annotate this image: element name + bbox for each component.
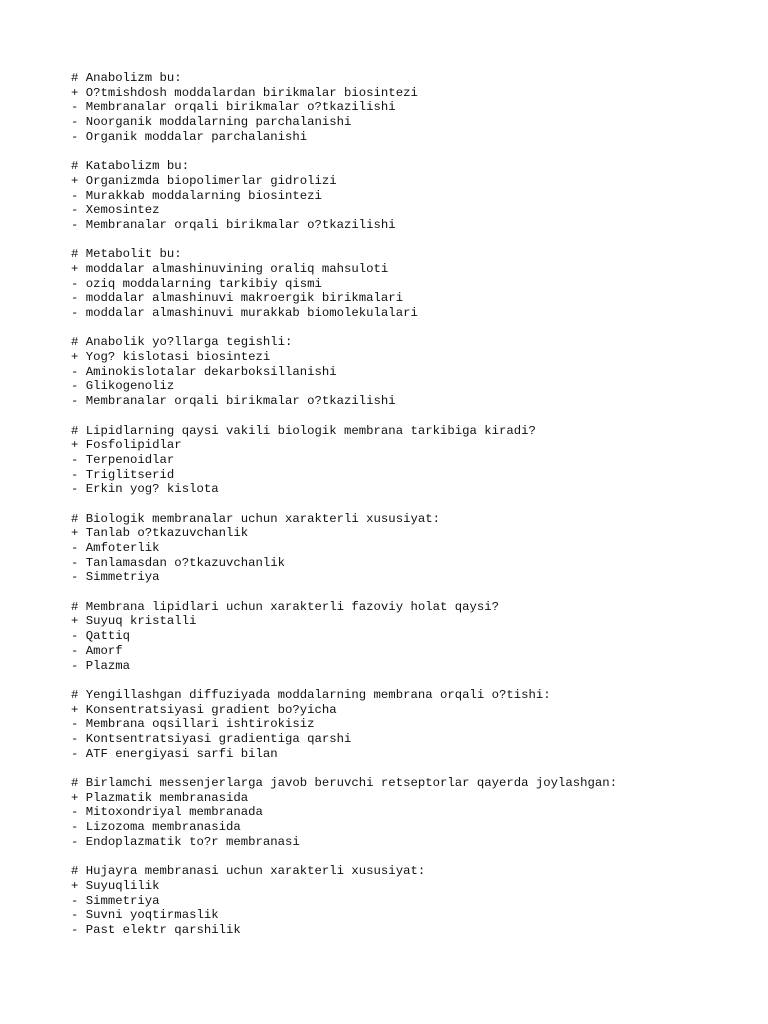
question-block-10 <box>71 864 751 937</box>
answer-option: - Organik moddalar parchalanishi <box>71 129 308 144</box>
answer-option: - Noorganik moddalarning parchalanishi <box>71 115 352 130</box>
answer-option-correct: + Fosfolipidlar <box>71 438 182 453</box>
answer-option-correct: + O?tmishdosh moddalardan birikmalar biosintezi <box>71 85 418 100</box>
answer-option: - Lizozoma membranasida <box>71 820 241 835</box>
answer-option: - Kontsentratsiyasi gradientiga qarshi <box>71 731 352 746</box>
answer-option: - Aminokislotalar dekarboksillanishi <box>71 364 337 379</box>
question-text: # Membrana lipidlari uchun xarakterli fazoviy holat qaysi? <box>71 599 500 614</box>
question-text: # Yengillashgan diffuziyada moddalarning membrana orqali o?tishi: <box>71 687 551 702</box>
document-page <box>71 71 751 952</box>
answer-option-correct: + Tanlab o?tkazuvchanlik <box>71 526 249 541</box>
answer-option: - ATF energiyasi sarfi bilan <box>71 746 278 761</box>
answer-option-correct: + moddalar almashinuvining oraliq mahsuloti <box>71 261 389 276</box>
answer-option-correct: + Suyuq kristalli <box>71 614 197 629</box>
answer-option: - Tanlamasdan o?tkazuvchanlik <box>71 555 286 570</box>
question-text: # Hujayra membranasi uchun xarakterli xususiyat: <box>71 864 426 879</box>
answer-option: - Murakkab moddalarning biosintezi <box>71 188 322 203</box>
answer-option: - Membranalar orqali birikmalar o?tkazilishi <box>71 217 396 232</box>
answer-option: - Past elektr qarshilik <box>71 922 241 937</box>
answer-option: - Endoplazmatik to?r membranasi <box>71 834 300 849</box>
answer-option: - Triglitserid <box>71 467 175 482</box>
question-text: # Katabolizm bu: <box>71 159 190 174</box>
question-text: # Biologik membranalar uchun xarakterli xususiyat: <box>71 511 440 526</box>
question-block-8 <box>71 688 751 761</box>
answer-option: - Qattiq <box>71 629 131 644</box>
answer-option: - Mitoxondriyal membranada <box>71 805 263 820</box>
question-text: # Birlamchi messenjerlarga javob beruvchi retseptorlar qayerda joylashgan: <box>71 776 618 790</box>
answer-option-correct: + Suyuqlilik <box>71 878 160 893</box>
answer-option: - Xemosintez <box>71 203 160 218</box>
question-text: # Anabolizm bu: <box>71 71 182 85</box>
answer-option-correct: + Plazmatik membranasida <box>71 790 249 805</box>
question-text: # Metabolit bu: <box>71 247 182 262</box>
question-block-7 <box>71 600 751 673</box>
answer-option: - Suvni yoqtirmaslik <box>71 908 219 923</box>
question-block-5 <box>71 424 751 497</box>
question-text: # Lipidlarning qaysi vakili biologik membrana tarkibiga kiradi? <box>71 423 536 438</box>
answer-option: - Amfoterlik <box>71 541 160 555</box>
question-block-6 <box>71 512 751 585</box>
answer-option: - Membrana oqsillari ishtirokisiz <box>71 717 315 732</box>
answer-option: - Membranalar orqali birikmalar o?tkazilishi <box>71 394 396 409</box>
question-block-9 <box>71 776 751 849</box>
answer-option: - moddalar almashinuvi makroergik birikmalari <box>71 291 404 306</box>
question-block-2 <box>71 159 751 232</box>
question-block-4 <box>71 335 751 408</box>
question-block-1 <box>71 71 751 144</box>
answer-option: - Simmetriya <box>71 570 160 585</box>
question-block-3 <box>71 247 751 320</box>
answer-option: - Simmetriya <box>71 893 160 908</box>
answer-option: - Erkin yog? kislota <box>71 482 219 497</box>
question-text: # Anabolik yo?llarga tegishli: <box>71 335 293 350</box>
answer-option: - Amorf <box>71 643 123 658</box>
answer-option: - Plazma <box>71 658 131 673</box>
answer-option: - Membranalar orqali birikmalar o?tkazilishi <box>71 100 396 115</box>
answer-option-correct: + Yog? kislotasi biosintezi <box>71 350 271 365</box>
answer-option: - Glikogenoliz <box>71 379 175 394</box>
answer-option: - oziq moddalarning tarkibiy qismi <box>71 276 322 291</box>
answer-option: - Terpenoidlar <box>71 452 175 467</box>
answer-option-correct: + Konsentratsiyasi gradient bo?yicha <box>71 702 337 717</box>
answer-option-correct: + Organizmda biopolimerlar gidrolizi <box>71 173 337 188</box>
answer-option: - moddalar almashinuvi murakkab biomolekulalari <box>71 306 418 320</box>
